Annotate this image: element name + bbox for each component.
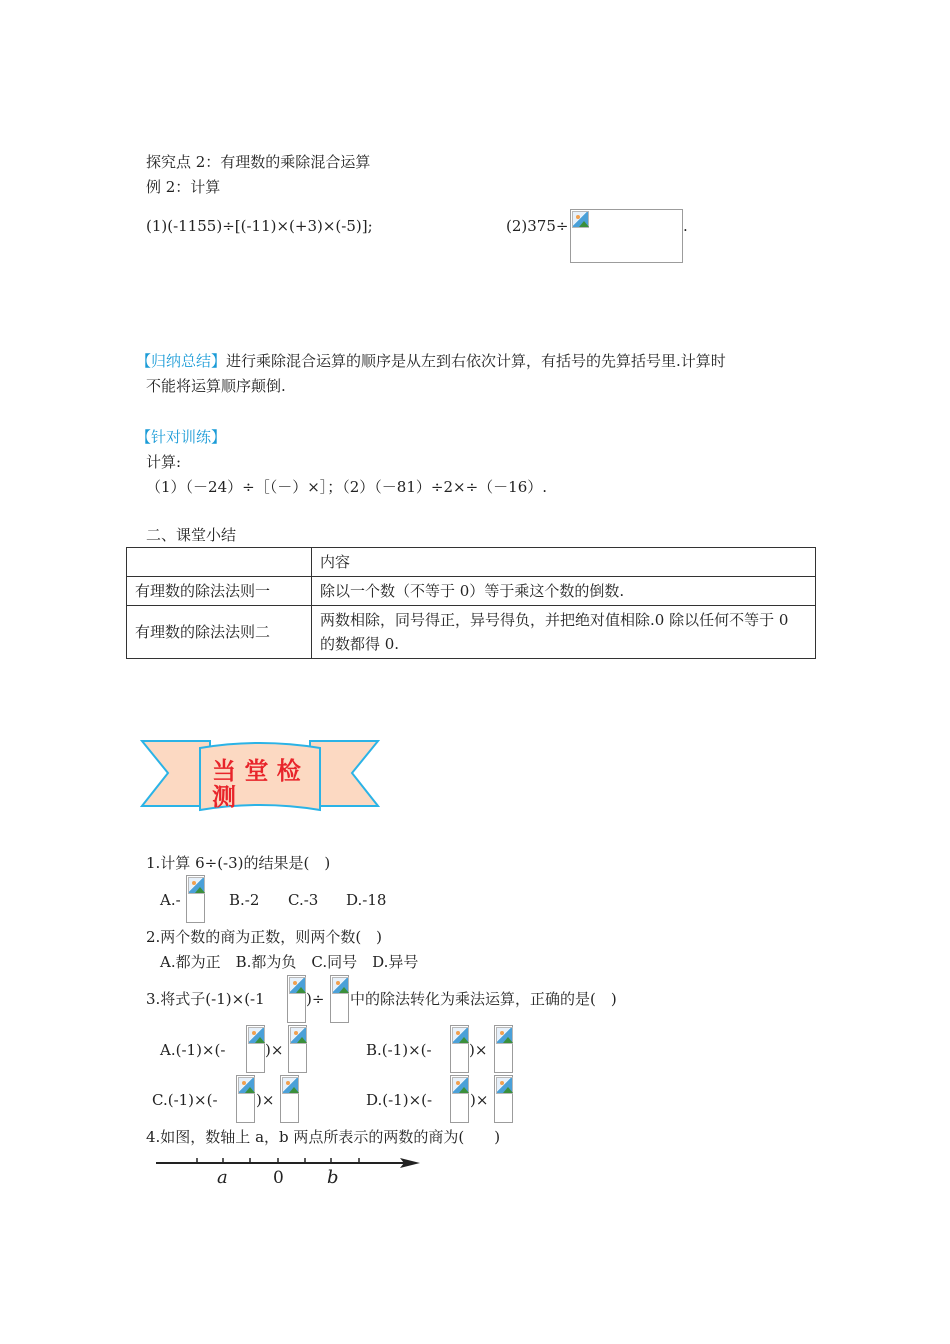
banner-line2: 测 [212, 783, 236, 811]
q1-option-c: C.-3 [288, 891, 319, 909]
training-label: 计算: [146, 453, 182, 471]
table-header-cell [127, 548, 312, 577]
broken-image-icon [186, 875, 205, 923]
table-cell: 有理数的除法法则二 [127, 606, 312, 659]
q3-option-a: A.(-1)×(- [160, 1041, 226, 1059]
table-header-cell: 内容 [312, 548, 816, 577]
explore-heading: 探究点 2：有理数的乘除混合运算 [146, 153, 371, 171]
q3-option-d-mul: )× [470, 1091, 489, 1109]
number-line-label-zero: 0 [273, 1168, 284, 1188]
problem-2-suffix: . [683, 217, 688, 235]
broken-image-icon [450, 1025, 469, 1073]
q3-option-d: D.(-1)×(- [366, 1091, 433, 1109]
number-line-figure [150, 1150, 430, 1195]
broken-image-icon [287, 975, 306, 1023]
training-problems: （1）（－24）÷［（－）×］；（2）（－81）÷2×÷（－16）. [146, 478, 548, 496]
section-banner [140, 738, 380, 812]
number-line-label-a: a [217, 1167, 228, 1188]
q3-suffix: 中的除法转化为乘法运算，正确的是( ) [350, 990, 617, 1008]
q3-option-c: C.(-1)×(- [152, 1091, 218, 1109]
table-row [127, 577, 816, 606]
summary-note-line1 [136, 351, 726, 371]
broken-image-icon [236, 1075, 255, 1123]
question-1: 1.计算 6÷(-3)的结果是( ) [146, 854, 331, 872]
broken-image-icon [570, 209, 683, 263]
broken-image-icon [246, 1025, 265, 1073]
problem-2-prefix: (2)375÷ [506, 217, 569, 235]
problem-1: (1)(-1155)÷[(-11)×(+3)×(-5)]; [146, 217, 373, 235]
q3-option-c-mul: )× [256, 1091, 275, 1109]
table-row [127, 606, 816, 659]
broken-image-icon [494, 1025, 513, 1073]
table-row [127, 548, 816, 577]
broken-image-icon [494, 1075, 513, 1123]
q3-prefix: 3.将式子(-1)×(-1 [146, 990, 265, 1008]
summary-note-line2: 不能将运算顺序颠倒. [146, 377, 286, 395]
summary-table [126, 547, 816, 659]
q1-option-b: B.-2 [229, 891, 260, 909]
table-cell: 两数相除，同号得正，异号得负，并把绝对值相除.0 除以任何不等于 0 的数都得 0. [312, 606, 816, 659]
broken-image-icon [330, 975, 349, 1023]
q3-option-b-mul: )× [469, 1041, 488, 1059]
table-cell: 除以一个数（不等于 0）等于乘这个数的倒数. [312, 577, 816, 606]
q3-option-a-mul: )× [265, 1041, 284, 1059]
broken-image-icon [450, 1075, 469, 1123]
q1-option-d: D.-18 [346, 891, 387, 909]
broken-image-icon [288, 1025, 307, 1073]
summary-text: 进行乘除混合运算的顺序是从左到右依次计算，有括号的先算括号里.计算时 [226, 352, 726, 370]
table-cell: 有理数的除法法则一 [127, 577, 312, 606]
summary-tag: 【归纳总结】 [136, 352, 227, 370]
q1-option-a: A.- [160, 891, 181, 909]
example-label: 例 2：计算 [146, 178, 221, 196]
q3-option-b: B.(-1)×(- [366, 1041, 432, 1059]
number-line [150, 1150, 430, 1195]
q2-options: A.都为正 B.都为负 C.同号 D.异号 [160, 953, 419, 971]
q3-mid: )÷ [306, 990, 325, 1008]
number-line-label-b: b [327, 1167, 339, 1188]
question-4: 4.如图，数轴上 a，b 两点所表示的两数的商为( ) [146, 1128, 501, 1146]
class-summary-title: 二、课堂小结 [146, 526, 237, 544]
banner-line1: 当 堂 检 [212, 757, 301, 785]
training-tag: 【针对训练】 [136, 428, 227, 446]
broken-image-icon [280, 1075, 299, 1123]
question-2: 2.两个数的商为正数，则两个数( ) [146, 928, 383, 946]
